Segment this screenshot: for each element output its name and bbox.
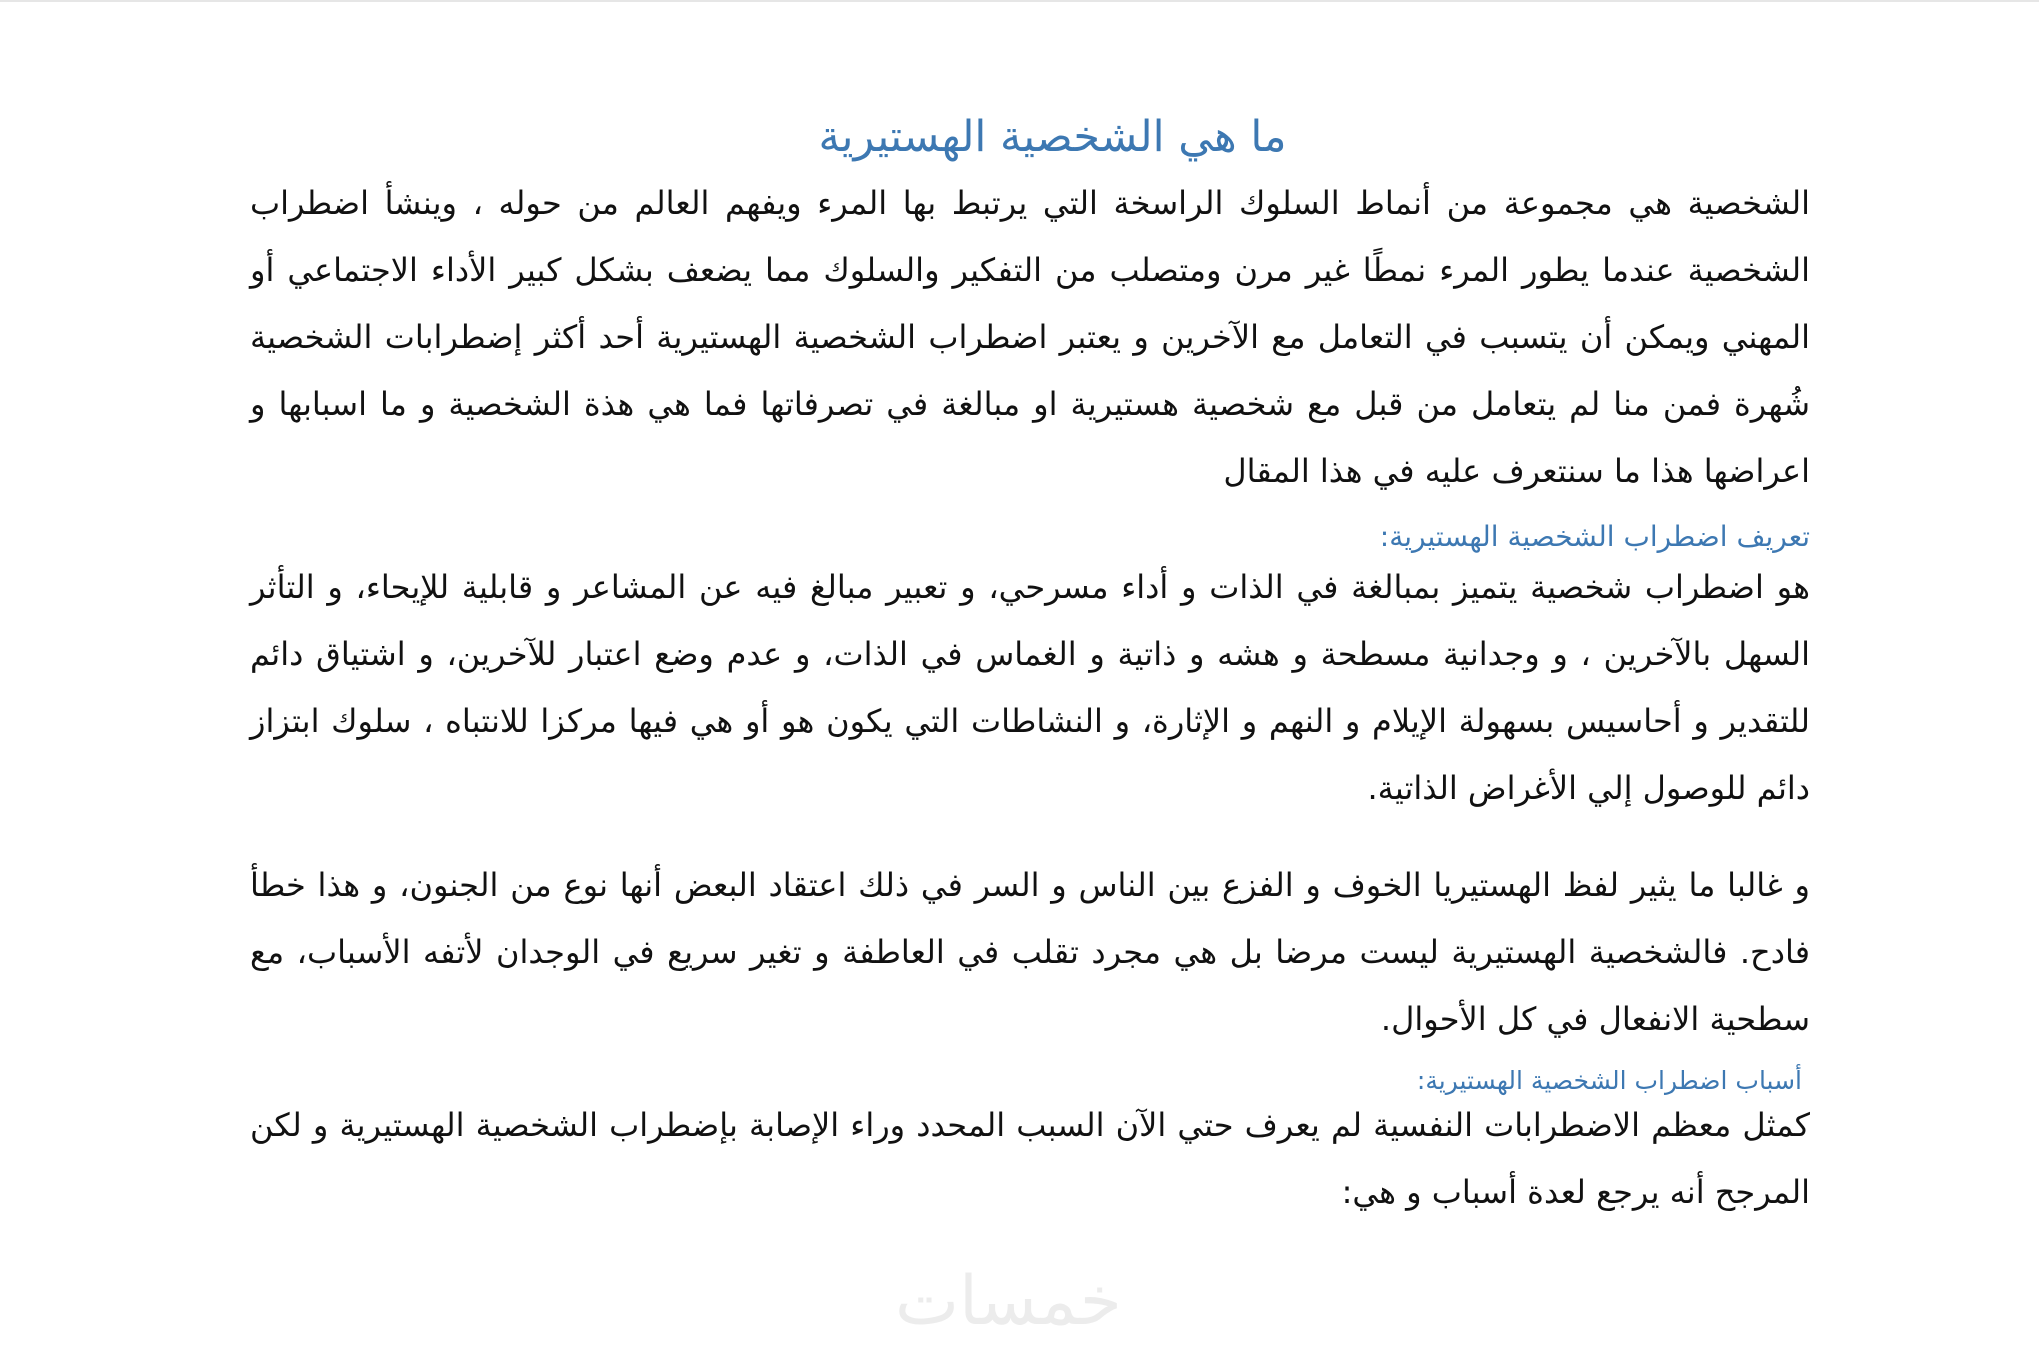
misconception-paragraph: و غالبا ما يثير لفظ الهستيريا الخوف و الفزع بين الناس و السر في ذلك اعتقاد البعض أنها نوع من الجنون، و هذا خطأ فادح. فالشخصية الهستيرية ليست مرضا بل هي مجرد تقلب في العاطفة و تغير سريع في الوجدان لأتفه الأسباب، مع سطحية الانفعال في كل الأحوال. <box>250 866 1810 1039</box>
intro-paragraph: الشخصية هي مجموعة من أنماط السلوك الراسخة التي يرتبط بها المرء ويفهم العالم من حوله ، وينشأ اضطراب الشخصية عندما يطور المرء نمطًا غير مرن ومتصلب من التفكير والسلوك مما يضعف بشكل كبير الأداء الاجتماعي أو المهني ويمكن أن يتسبب في التعامل مع الآخرين و يعتبر اضطراب الشخصية الهستيرية أحد أكثر إضطرابات الشخصية شُهرة فمن منا لم يتعامل من قبل مع شخصية هستيرية او مبالغة في تصرفاتها فما هي هذة الشخصية و ما اسبابها و اعراضها هذا ما سنتعرف عليه في هذا المقال <box>250 183 1810 490</box>
definition-heading: تعريف اضطراب الشخصية الهستيرية: <box>1379 519 1810 553</box>
document-body <box>250 110 1810 1226</box>
paragraph-spacer <box>250 822 1810 852</box>
top-divider <box>0 0 2039 2</box>
watermark-logo: خمسات <box>895 1262 1122 1341</box>
causes-paragraph: كمثل معظم الاضطرابات النفسية لم يعرف حتي الآن السبب المحدد وراء الإصابة بإضطراب الشخصية الهستيرية و لكن المرجح أنه يرجع لعدة أسباب و هي: <box>250 1106 1810 1212</box>
causes-heading: أسباب اضطراب الشخصية الهستيرية: <box>1416 1066 1802 1096</box>
document-title: ما هي الشخصية الهستيرية <box>818 112 1287 162</box>
definition-paragraph: هو اضطراب شخصية يتميز بمبالغة في الذات و أداء مسرحي، و تعبير مبالغ فيه عن المشاعر و قابلية للإيحاء، و التأثر السهل بالآخرين ، و وجدانية مسطحة و هشه و ذاتية و الغماس في الذات، و عدم وضع اعتبار للآخرين، و اشتياق دائم للتقدير و أحاسيس بسهولة الإيلام و النهم و الإثارة، و النشاطات التي يكون هو أو هي فيها مركزا للانتباه ، سلوك ابتزاز دائم للوصول إلي الأغراض الذاتية. <box>250 568 1810 808</box>
